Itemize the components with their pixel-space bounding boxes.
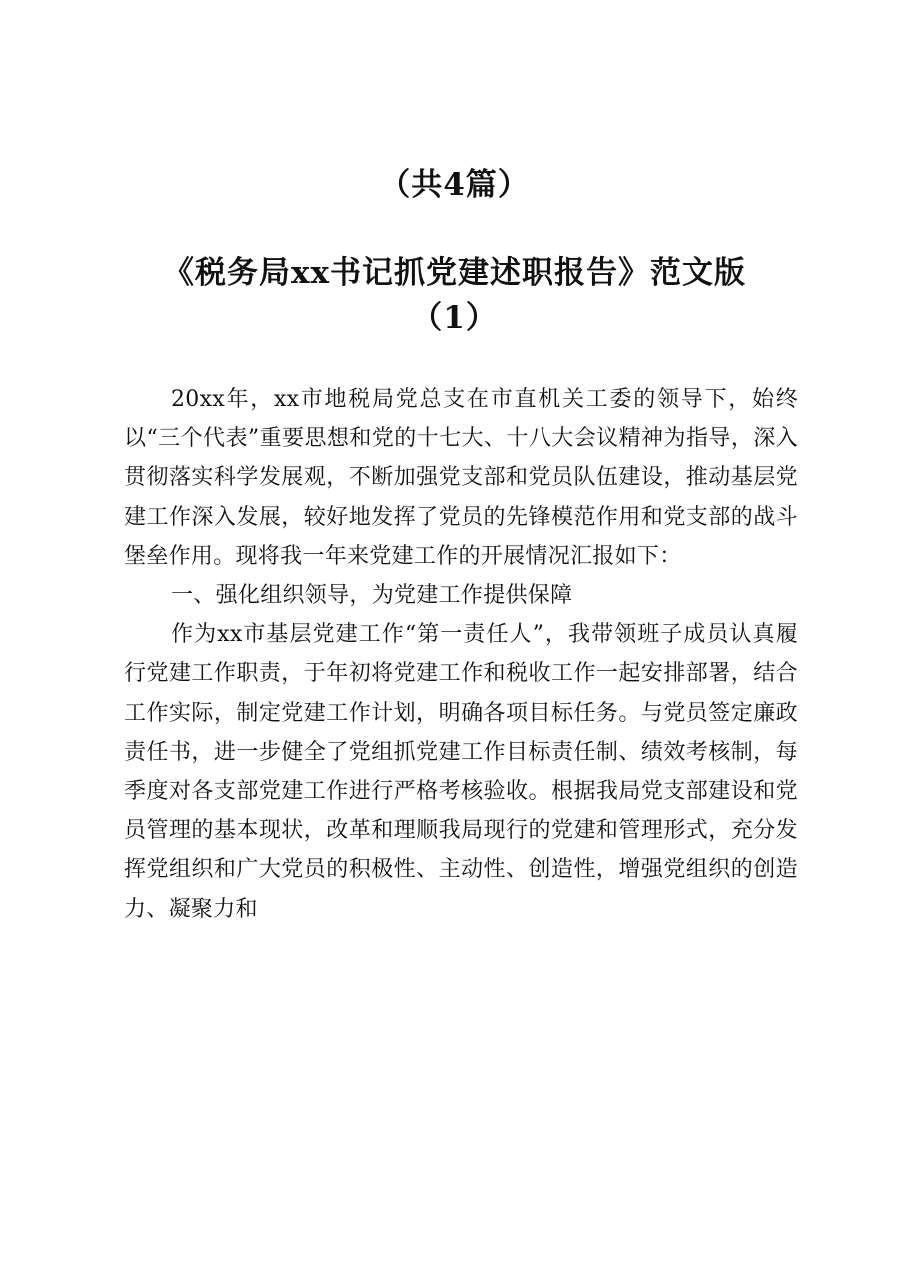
section-heading-1: 一、强化组织领导，为党建工作提供保障 bbox=[171, 583, 573, 609]
paragraph-section-1: 作为xx市基层党建工作“第一责任人”，我带领班子成员认真履行党建工作职责，于年初将党建工作和税收工作一起安排部署，结合工作实际，制定党建工作计划，明确各项目标任务。与党员签定廉政责任书，进一步健全了党组抓党建工作目标责任制、绩效考核制，每季度对各支部党建工作进行严格考核验收。根据我局党支部建设和党员管理的基本现状，改革和理顺我局现行的党建和管理形式，充分发挥党组织和广大党员的积极性、主动性、创造性，增强党组织的创造力、凝聚力和 bbox=[124, 622, 798, 922]
document-body bbox=[124, 380, 798, 929]
document-subtitle: （1） bbox=[411, 300, 498, 336]
document-count-heading: （共4篇） bbox=[379, 167, 530, 203]
document-title: 《税务局xx书记抓党建述职报告》范文版 bbox=[163, 255, 746, 291]
paragraph-intro: 20xx年，xx市地税局党总支在市直机关工委的领导下，始终以“三个代表”重要思想和党的十七大、十八大会议精神为指导，深入贯彻落实科学发展观，不断加强党支部和党员队伍建设，推动基层党建工作深入发展，较好地发挥了党员的先锋模范作用和党支部的战斗堡垒作用。现将我一年来党建工作的开展情况汇报如下： bbox=[124, 387, 798, 569]
